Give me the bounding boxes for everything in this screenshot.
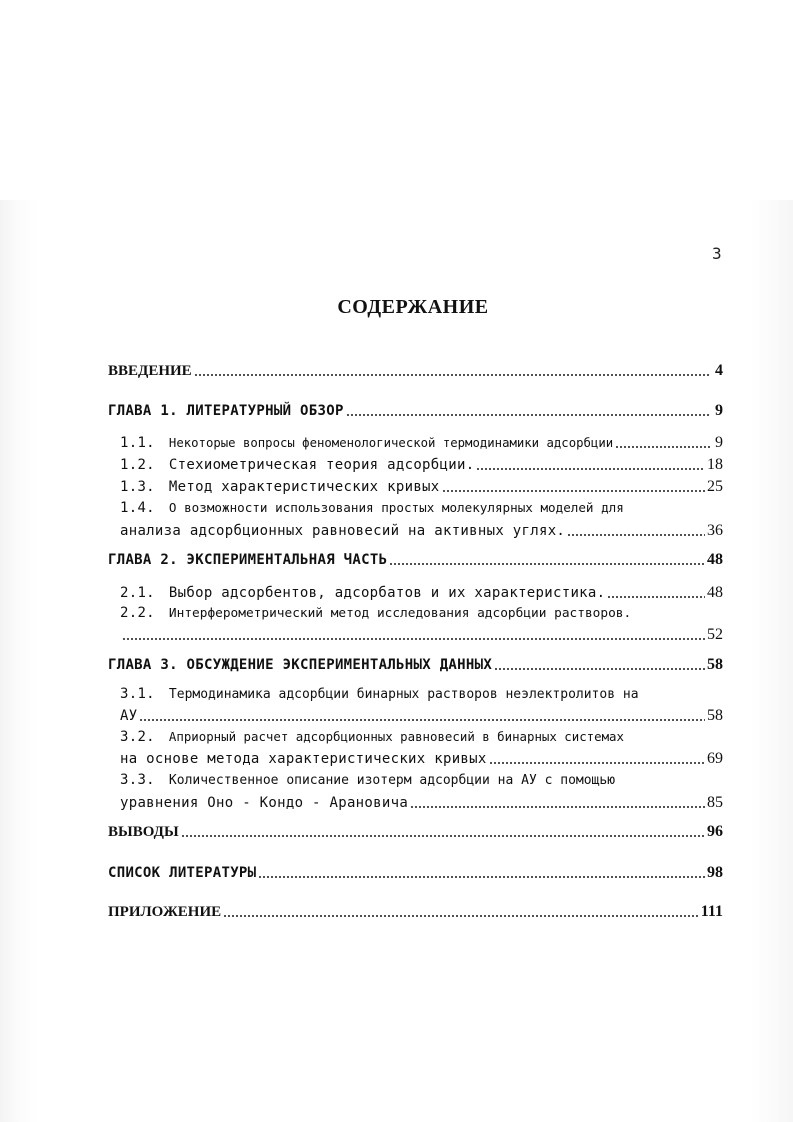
toc-entry-number: 2.1.	[120, 585, 155, 601]
toc-entry-label-line2: уравнения Оно - Кондо - Арановича	[120, 795, 409, 811]
toc-entry-label: Метод характеристических кривых	[168, 479, 440, 495]
dot-leader	[567, 530, 705, 540]
toc-entry-section-3-3-cont[interactable]	[120, 794, 723, 812]
toc-entry-intro[interactable]	[108, 362, 723, 380]
toc-entry-label: Некоторые вопросы феноменологической термодинамики адсорбции	[168, 436, 614, 450]
toc-entry-chapter-1[interactable]	[108, 402, 723, 420]
toc-entry-number: 1.3.	[120, 479, 155, 495]
toc-entry-page: 36	[707, 522, 723, 539]
toc-entry-section-1-2[interactable]	[120, 456, 723, 474]
dot-leader	[615, 442, 711, 452]
toc-entry-label: ВЫВОДЫ	[108, 824, 179, 840]
toc-entry-page: 52	[707, 626, 723, 643]
dot-leader	[122, 634, 705, 644]
toc-entry-label: СПИСОК ЛИТЕРАТУРЫ	[108, 865, 257, 881]
toc-entry-section-3-1-cont[interactable]	[120, 707, 723, 725]
dot-leader	[181, 831, 705, 841]
toc-entry-appendix[interactable]	[108, 903, 723, 921]
toc-entry-page: 85	[707, 794, 723, 811]
toc-entry-label: ВВЕДЕНИЕ	[108, 363, 192, 379]
dot-leader	[258, 872, 705, 882]
toc-entry-page: 98	[707, 864, 723, 881]
toc-entry-label-line1: Термодинамика адсорбции бинарных растворов неэлектролитов на	[168, 687, 639, 702]
toc-entry-section-2-1[interactable]	[120, 584, 723, 602]
toc-entry-label-line2: на основе метода характеристических кривых	[120, 751, 487, 767]
toc-entry-section-3-2[interactable]	[120, 729, 723, 745]
toc-entry-section-1-1[interactable]	[120, 434, 723, 452]
dot-leader	[494, 664, 705, 674]
toc-entry-section-3-1[interactable]	[120, 686, 723, 702]
dot-leader	[410, 802, 705, 812]
toc-entry-page: 9	[715, 402, 723, 419]
toc-entry-label-line2: анализа адсорбционных равновесий на активных углях.	[120, 523, 566, 539]
dot-leader	[194, 370, 711, 380]
toc-entry-number: 2.2.	[120, 605, 155, 621]
toc-entry-label: ГЛАВА 1. ЛИТЕРАТУРНЫЙ ОБЗОР	[108, 403, 344, 419]
page-number: 3	[712, 244, 722, 263]
dot-leader	[223, 911, 699, 921]
toc-entry-page: 48	[707, 584, 723, 601]
toc-entry-label: ПРИЛОЖЕНИЕ	[108, 904, 222, 920]
toc-entry-number: 1.2.	[120, 457, 155, 473]
toc-entry-label: Интерферометрический метод исследования адсорбции растворов.	[168, 606, 632, 621]
toc-entry-label: Стехиометрическая теория адсорбции.	[168, 457, 475, 473]
toc-entry-page: 58	[707, 656, 723, 673]
toc-entry-page: 58	[707, 707, 723, 724]
dot-leader	[389, 559, 705, 569]
toc-entry-number: 3.1.	[120, 686, 155, 702]
toc-entry-page: 48	[707, 551, 723, 568]
toc-entry-section-1-3[interactable]	[120, 478, 723, 496]
toc-entry-number: 3.2.	[120, 729, 155, 745]
dot-leader	[346, 410, 711, 420]
toc-entry-section-2-2-cont[interactable]	[120, 626, 723, 644]
toc-entry-page: 111	[700, 903, 723, 920]
toc-entry-page: 4	[715, 362, 723, 379]
page-title: СОДЕРЖАНИЕ	[337, 296, 489, 318]
toc-entry-page: 69	[707, 750, 723, 767]
toc-entry-label-line1: Количественное описание изотерм адсорбции на АУ с помощью	[168, 773, 616, 788]
toc-entry-references[interactable]	[108, 864, 723, 882]
toc-entry-section-3-3[interactable]	[120, 772, 723, 788]
toc-entry-chapter-2[interactable]	[108, 551, 723, 569]
toc-entry-section-3-2-cont[interactable]	[120, 750, 723, 768]
toc-entry-label-line2: АУ	[120, 708, 138, 724]
toc-entry-label: Выбор адсорбентов, адсорбатов и их характеристика.	[168, 585, 606, 601]
toc-entry-page: 9	[715, 434, 723, 451]
dot-leader	[442, 486, 705, 496]
toc-entry-section-2-2[interactable]	[120, 605, 723, 621]
toc-entry-page: 25	[707, 478, 723, 495]
toc-entry-page: 96	[707, 823, 723, 840]
dot-leader	[489, 758, 705, 768]
toc-entry-section-1-4[interactable]	[120, 500, 723, 516]
toc-entry-label: ГЛАВА 2. ЭКСПЕРИМЕНТАЛЬНАЯ ЧАСТЬ	[108, 552, 388, 568]
dot-leader	[139, 715, 705, 725]
dot-leader	[476, 464, 705, 474]
toc-entry-section-1-4-cont[interactable]	[120, 522, 723, 540]
toc-entry-number: 3.3.	[120, 772, 155, 788]
toc-entry-label-line1: Априорный расчет адсорбционных равновесий в бинарных системах	[168, 729, 624, 744]
toc-entry-chapter-3[interactable]	[108, 656, 723, 674]
toc-entry-number: 1.1.	[120, 435, 155, 451]
dot-leader	[607, 592, 705, 602]
toc-entry-conclusions[interactable]	[108, 823, 723, 841]
toc-entry-label: ГЛАВА 3. ОБСУЖДЕНИЕ ЭКСПЕРИМЕНТАЛЬНЫХ ДАННЫХ	[108, 657, 493, 673]
toc-entry-page: 18	[707, 456, 723, 473]
toc-entry-number: 1.4.	[120, 500, 155, 516]
toc-entry-label-line1: О возможности использования простых молекулярных моделей для	[168, 500, 624, 515]
